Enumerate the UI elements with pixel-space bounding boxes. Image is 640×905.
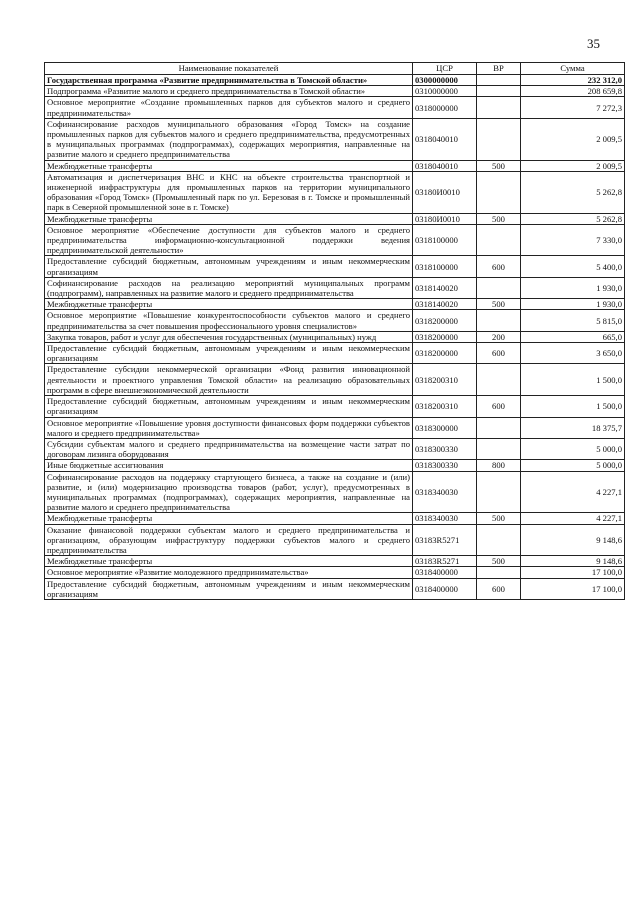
row-csr: 0318400000 bbox=[413, 578, 477, 599]
row-vr bbox=[477, 438, 521, 459]
row-sum: 1 500,0 bbox=[521, 396, 625, 417]
row-vr: 500 bbox=[477, 299, 521, 310]
row-csr: 0318340030 bbox=[413, 513, 477, 524]
row-name: Межбюджетные трансферты bbox=[45, 160, 413, 171]
row-csr: 0310000000 bbox=[413, 86, 477, 97]
row-name: Предоставление субсидий бюджетным, автономным учреждениям и иным некоммерческим организациям bbox=[45, 256, 413, 277]
row-vr: 600 bbox=[477, 256, 521, 277]
table-row bbox=[45, 471, 625, 513]
row-name: Субсидии субъектам малого и среднего предпринимательства на возмещение части затрат по договорам лизинга оборудования bbox=[45, 438, 413, 459]
row-name: Основное мероприятие «Развитие молодежного предпринимательства» bbox=[45, 567, 413, 578]
table-header-row bbox=[45, 63, 625, 75]
row-vr bbox=[477, 171, 521, 213]
row-name: Межбюджетные трансферты bbox=[45, 213, 413, 224]
row-sum: 208 659,8 bbox=[521, 86, 625, 97]
row-csr: 0318040010 bbox=[413, 160, 477, 171]
row-sum: 9 148,6 bbox=[521, 524, 625, 556]
row-sum: 5 000,0 bbox=[521, 438, 625, 459]
row-sum: 9 148,6 bbox=[521, 556, 625, 567]
row-csr: 0318000000 bbox=[413, 97, 477, 118]
row-sum: 1 930,0 bbox=[521, 277, 625, 298]
table-row bbox=[45, 513, 625, 524]
table-row bbox=[45, 97, 625, 118]
row-sum: 4 227,1 bbox=[521, 471, 625, 513]
row-name: Межбюджетные трансферты bbox=[45, 299, 413, 310]
row-csr: 0318300000 bbox=[413, 417, 477, 438]
table-row bbox=[45, 438, 625, 459]
row-name: Софинансирование расходов на поддержку стартующего бизнеса, а также на создание и (или) развитие, и (или) модернизацию производства товаров (работ, услуг), предусмотренных в муниципальных программах (подпрограммах), содержащих мероприятия, направленные на развитие малого и среднего предпринимательства bbox=[45, 471, 413, 513]
row-name: Подпрограмма «Развитие малого и среднего предпринимательства в Томской области» bbox=[45, 86, 413, 97]
table-row bbox=[45, 171, 625, 213]
row-sum: 5 000,0 bbox=[521, 460, 625, 471]
row-vr: 500 bbox=[477, 213, 521, 224]
table-row bbox=[45, 310, 625, 331]
row-csr: 0300000000 bbox=[413, 75, 477, 86]
row-vr bbox=[477, 524, 521, 556]
row-csr: 0318300330 bbox=[413, 438, 477, 459]
header-sum: Сумма bbox=[521, 63, 625, 75]
row-name: Софинансирование расходов муниципального образования «Город Томск» на создание промышленных парков для субъектов малого и среднего предпринимательства, предусмотренных в муниципальных программах (подпрограммах), содержащих мероприятия, направленные на развитие малого и среднего предпринимательства bbox=[45, 118, 413, 160]
table-row bbox=[45, 364, 625, 396]
row-name: Государственная программа «Развитие предпринимательства в Томской области» bbox=[45, 75, 413, 86]
row-name: Основное мероприятие «Создание промышленных парков для субъектов малого и среднего предпринимательства» bbox=[45, 97, 413, 118]
row-vr: 500 bbox=[477, 513, 521, 524]
table-row bbox=[45, 343, 625, 364]
row-csr: 0318100000 bbox=[413, 224, 477, 256]
row-sum: 3 650,0 bbox=[521, 343, 625, 364]
row-vr bbox=[477, 224, 521, 256]
row-csr: 0318100000 bbox=[413, 256, 477, 277]
row-sum: 1 500,0 bbox=[521, 364, 625, 396]
table-row bbox=[45, 567, 625, 578]
row-csr: 0318200000 bbox=[413, 331, 477, 342]
row-csr: 03180И0010 bbox=[413, 171, 477, 213]
row-sum: 5 400,0 bbox=[521, 256, 625, 277]
table-row bbox=[45, 256, 625, 277]
row-csr: 0318200310 bbox=[413, 396, 477, 417]
row-sum: 5 262,8 bbox=[521, 213, 625, 224]
header-vr: ВР bbox=[477, 63, 521, 75]
row-vr: 600 bbox=[477, 343, 521, 364]
row-sum: 2 009,5 bbox=[521, 118, 625, 160]
row-sum: 2 009,5 bbox=[521, 160, 625, 171]
row-csr: 0318400000 bbox=[413, 567, 477, 578]
table-row bbox=[45, 75, 625, 86]
table-row bbox=[45, 524, 625, 556]
row-name: Межбюджетные трансферты bbox=[45, 556, 413, 567]
row-name: Основное мероприятие «Обеспечение доступности для субъектов малого и среднего предпринимательства информационно-консультационной поддержки ведения предпринимательской деятельности» bbox=[45, 224, 413, 256]
row-name: Иные бюджетные ассигнования bbox=[45, 460, 413, 471]
row-vr bbox=[477, 310, 521, 331]
header-name: Наименование показателей bbox=[45, 63, 413, 75]
row-name: Межбюджетные трансферты bbox=[45, 513, 413, 524]
row-sum: 4 227,1 bbox=[521, 513, 625, 524]
row-sum: 665,0 bbox=[521, 331, 625, 342]
row-name: Предоставление субсидий бюджетным, автономным учреждениям и иным некоммерческим организациям bbox=[45, 578, 413, 599]
row-sum: 18 375,7 bbox=[521, 417, 625, 438]
row-csr: 03183R5271 bbox=[413, 556, 477, 567]
row-csr: 0318140020 bbox=[413, 277, 477, 298]
row-vr: 800 bbox=[477, 460, 521, 471]
header-csr: ЦСР bbox=[413, 63, 477, 75]
row-vr bbox=[477, 86, 521, 97]
row-csr: 0318140020 bbox=[413, 299, 477, 310]
table-row bbox=[45, 396, 625, 417]
table-row bbox=[45, 224, 625, 256]
row-sum: 232 312,0 bbox=[521, 75, 625, 86]
table-row bbox=[45, 578, 625, 599]
page-number: 35 bbox=[587, 36, 600, 51]
row-sum: 5 815,0 bbox=[521, 310, 625, 331]
row-name: Предоставление субсидии некоммерческой организации «Фонд развития инновационной деятельности и проектного управления Томской области» на реализацию образовательных программ в сфере внешнеэкономической деятельности bbox=[45, 364, 413, 396]
row-csr: 0318200310 bbox=[413, 364, 477, 396]
table-row bbox=[45, 213, 625, 224]
table-body bbox=[45, 75, 625, 600]
row-sum: 7 272,3 bbox=[521, 97, 625, 118]
row-name: Предоставление субсидий бюджетным, автономным учреждениям и иным некоммерческим организациям bbox=[45, 396, 413, 417]
row-vr bbox=[477, 118, 521, 160]
row-csr: 0318340030 bbox=[413, 471, 477, 513]
row-csr: 0318300330 bbox=[413, 460, 477, 471]
table-row bbox=[45, 118, 625, 160]
row-sum: 17 100,0 bbox=[521, 567, 625, 578]
row-name: Софинансирование расходов на реализацию мероприятий муниципальных программ (подпрограмм), направленных на развитие малого и среднего предпринимательства bbox=[45, 277, 413, 298]
row-vr: 200 bbox=[477, 331, 521, 342]
row-sum: 1 930,0 bbox=[521, 299, 625, 310]
row-sum: 5 262,8 bbox=[521, 171, 625, 213]
table-row bbox=[45, 160, 625, 171]
row-csr: 0318200000 bbox=[413, 343, 477, 364]
row-sum: 17 100,0 bbox=[521, 578, 625, 599]
row-sum: 7 330,0 bbox=[521, 224, 625, 256]
table-row bbox=[45, 86, 625, 97]
table-row bbox=[45, 277, 625, 298]
row-vr: 500 bbox=[477, 160, 521, 171]
row-vr bbox=[477, 567, 521, 578]
row-vr bbox=[477, 75, 521, 86]
row-vr bbox=[477, 471, 521, 513]
row-name: Основное мероприятие «Повышение уровня доступности финансовых форм поддержки субъектов малого и среднего предпринимательства» bbox=[45, 417, 413, 438]
row-csr: 0318040010 bbox=[413, 118, 477, 160]
row-name: Основное мероприятие «Повышение конкурентоспособности субъектов малого и среднего предпринимательства за счет повышения профессионального уровня специалистов» bbox=[45, 310, 413, 331]
table-row bbox=[45, 299, 625, 310]
table-row bbox=[45, 331, 625, 342]
row-vr bbox=[477, 97, 521, 118]
row-csr: 03183R5271 bbox=[413, 524, 477, 556]
row-vr: 500 bbox=[477, 556, 521, 567]
row-csr: 03180И0010 bbox=[413, 213, 477, 224]
row-name: Автоматизация и диспетчеризация ВНС и КНС на объекте строительства транспортной и инженерной инфраструктуры для промышленных парков на территории муниципального образования «Город Томск» (Промышленный парк по ул. Березовая в г. Томске и промышленный парк в Северной промышленной зоне в г. Томске) bbox=[45, 171, 413, 213]
row-vr: 600 bbox=[477, 396, 521, 417]
table-row bbox=[45, 460, 625, 471]
budget-table bbox=[44, 62, 625, 600]
row-vr: 600 bbox=[477, 578, 521, 599]
row-vr bbox=[477, 364, 521, 396]
table-row bbox=[45, 417, 625, 438]
table-row bbox=[45, 556, 625, 567]
row-vr bbox=[477, 417, 521, 438]
row-name: Оказание финансовой поддержки субъектам малого и среднего предпринимательства и организациям, образующим инфраструктуру поддержки субъектов малого и среднего предпринимательства bbox=[45, 524, 413, 556]
row-name: Предоставление субсидий бюджетным, автономным учреждениям и иным некоммерческим организациям bbox=[45, 343, 413, 364]
row-vr bbox=[477, 277, 521, 298]
row-csr: 0318200000 bbox=[413, 310, 477, 331]
row-name: Закупка товаров, работ и услуг для обеспечения государственных (муниципальных) нужд bbox=[45, 331, 413, 342]
